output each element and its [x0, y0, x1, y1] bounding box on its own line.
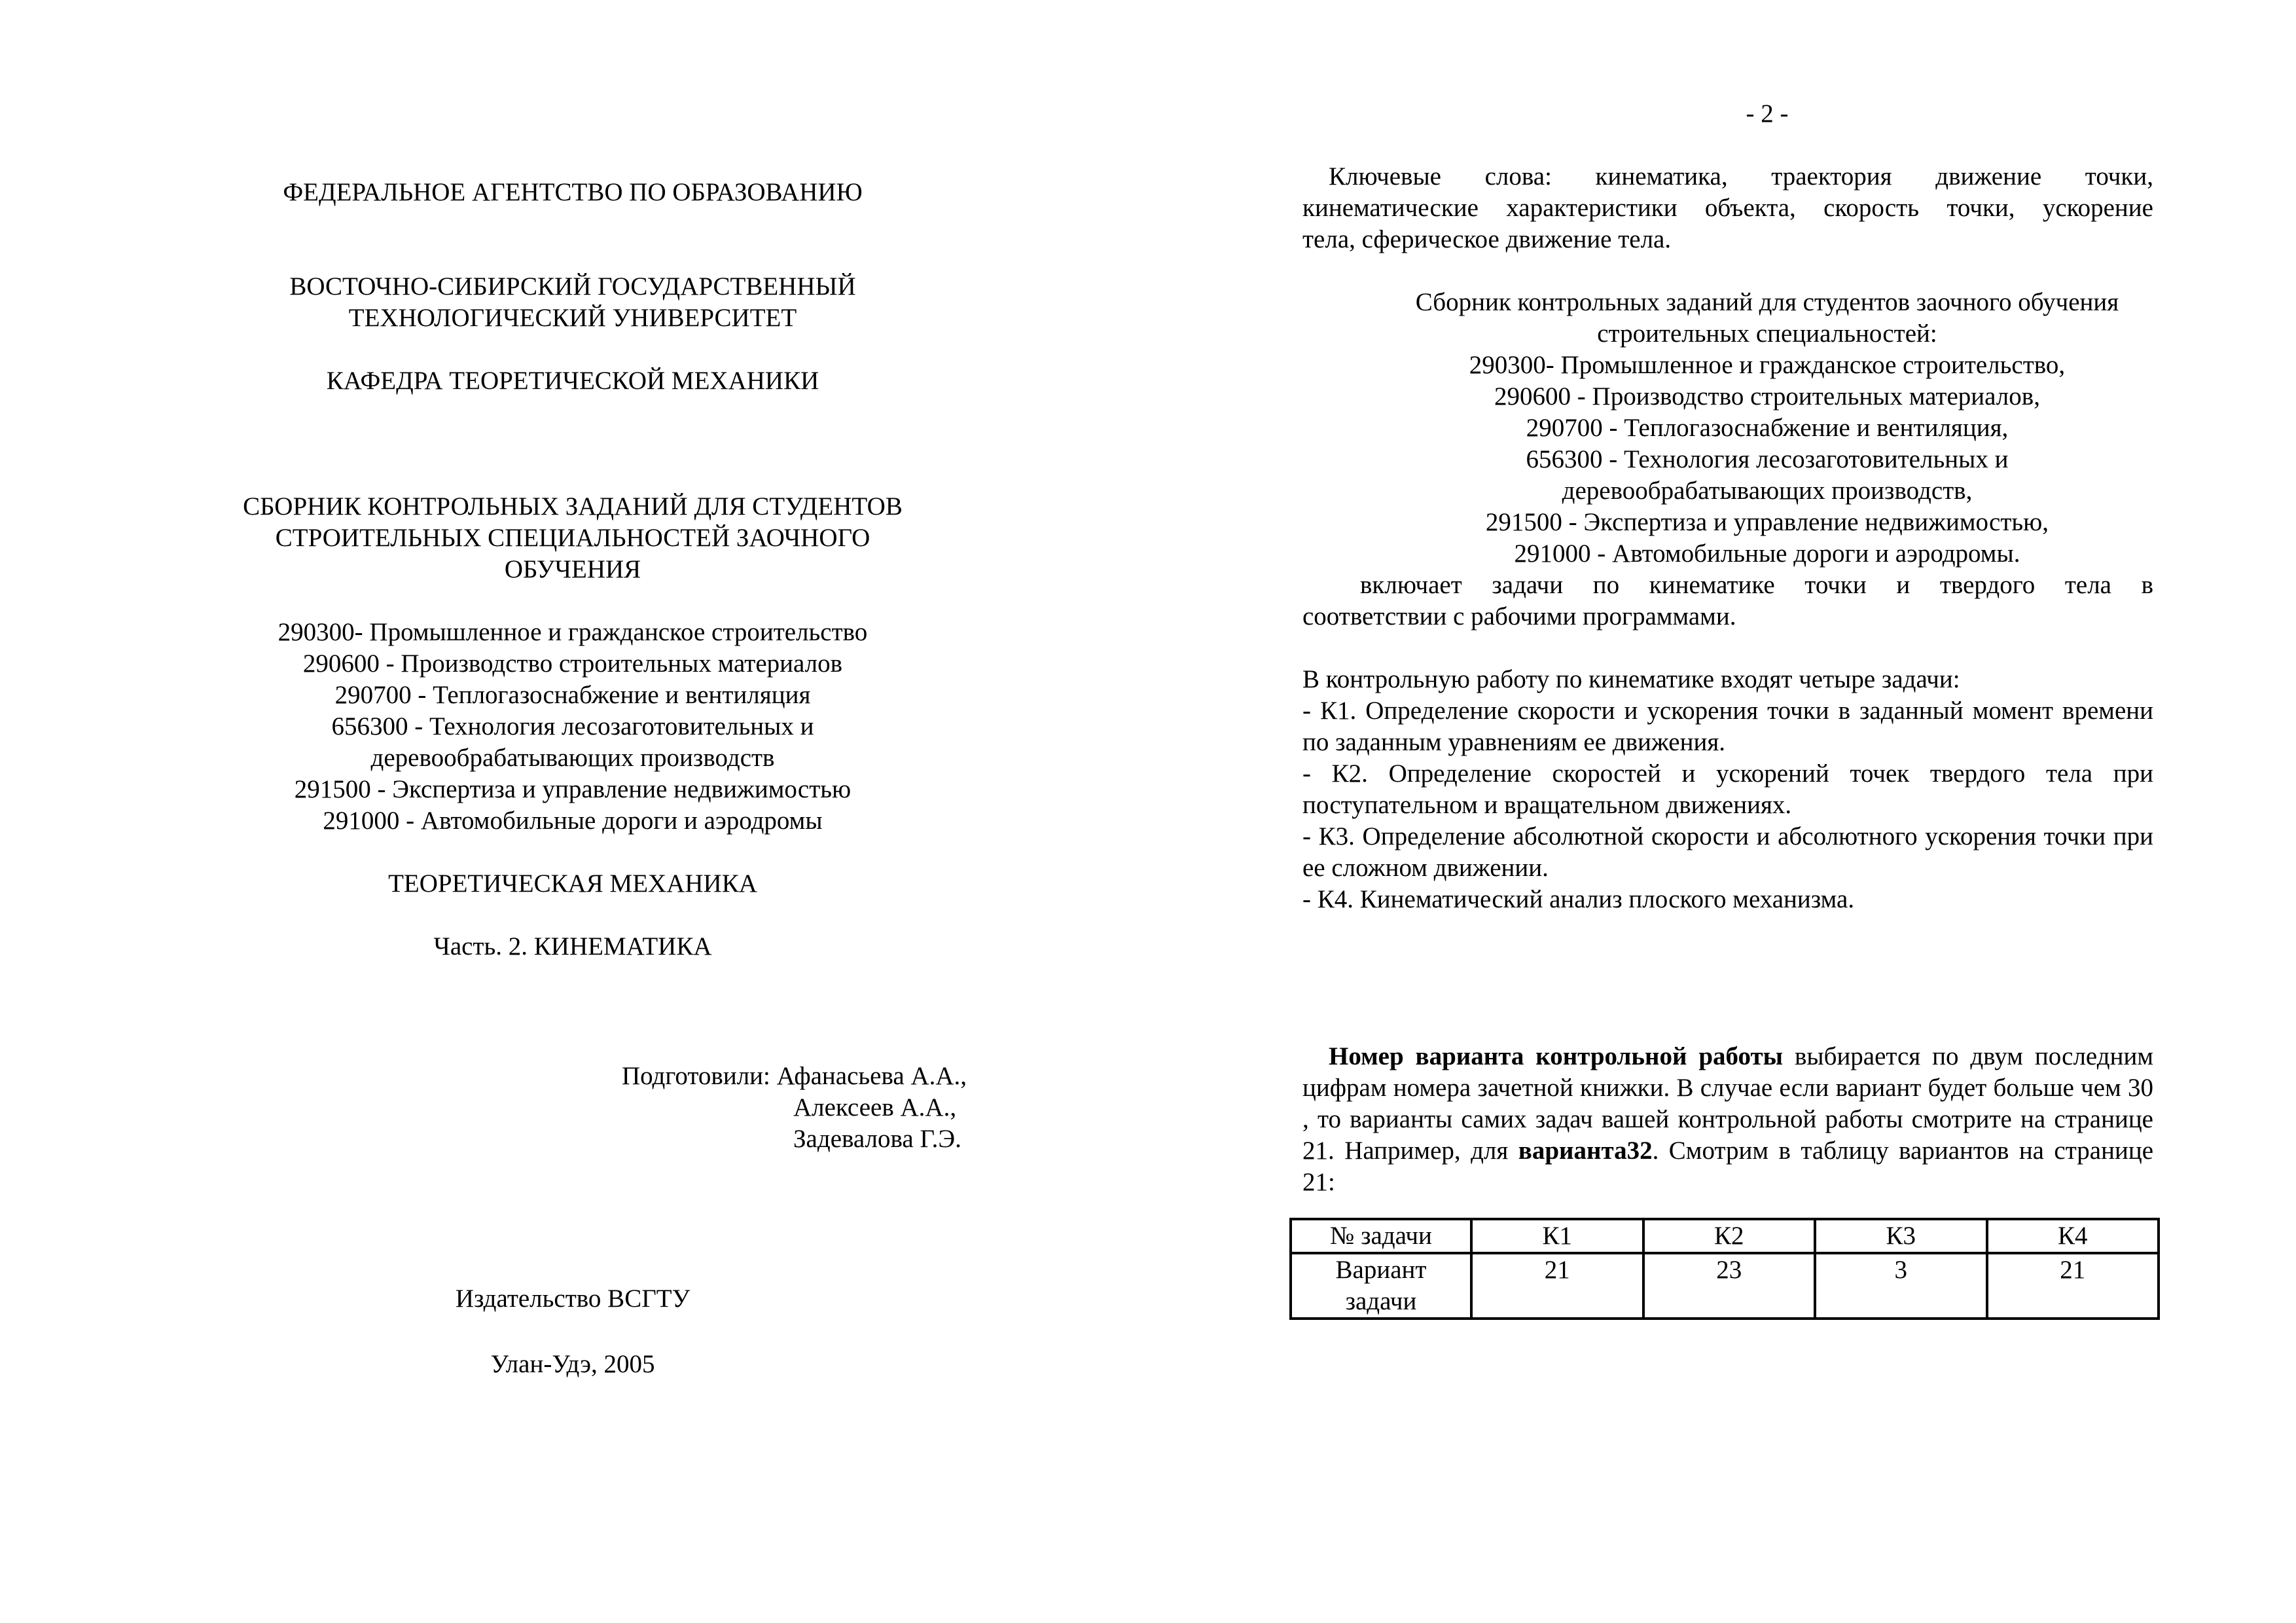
tasks-list — [1302, 695, 2153, 915]
department-name: КАФЕДРА ТЕОРЕТИЧЕСКОЙ МЕХАНИКИ — [326, 367, 819, 395]
table-cell: 23 — [1643, 1253, 1816, 1319]
city-year: Улан-Удэ, 2005 — [490, 1350, 655, 1378]
authors-label: Подготовили: — [622, 1062, 770, 1090]
author-name: Афанасьева А.А., — [776, 1062, 967, 1090]
keywords-paragraph — [1302, 161, 2153, 255]
task-item: - К3. Определение абсолютной скорости и абсолютного ускорения точки при ее сложном движении. — [1302, 822, 2153, 882]
task-item: - К1. Определение скорости и ускорения точки в заданный момент времени по заданным уравнениям ее движения. — [1302, 697, 2153, 756]
publisher: Издательство ВСГТУ — [455, 1285, 691, 1313]
intro-line: 290300- Промышленное и гражданское строительство, — [1469, 351, 2066, 379]
page-number: - 2 - — [1746, 100, 1789, 128]
specialty-item: 291500 - Экспертиза и управление недвижимостью — [294, 775, 852, 803]
row-label-line: Вариант — [1335, 1256, 1427, 1284]
includes-line: соответствии с рабочими программами. — [1302, 602, 1736, 630]
table-cell: 3 — [1815, 1253, 1987, 1319]
collection-intro — [1381, 287, 2153, 570]
left-page — [164, 177, 982, 962]
table-header-cell: К4 — [1987, 1219, 2159, 1253]
table-cell: 21 — [1987, 1253, 2159, 1319]
authors-block — [622, 1061, 1080, 1155]
table-header-cell: К2 — [1643, 1219, 1816, 1253]
table-cell: 21 — [1471, 1253, 1643, 1319]
specialty-item: 290700 - Теплогазоснабжение и вентиляция — [334, 681, 811, 709]
specialty-item: 291000 - Автомобильные дороги и аэродромы — [323, 807, 823, 835]
right-page — [1302, 98, 2153, 1320]
variant-bold-label: Номер варианта контрольной работы — [1329, 1042, 1784, 1070]
tasks-intro: В контрольную работу по кинематике входят четыре задачи: — [1302, 665, 1960, 693]
task-item: - К4. Кинематический анализ плоского механизма. — [1302, 885, 1855, 913]
row-label-line: задачи — [1345, 1287, 1417, 1315]
variant-text: . Смотрим в таблицу вариантов на странице 21: — [1302, 1137, 2153, 1196]
intro-line: деревообрабатывающих производств, — [1562, 477, 1973, 505]
table-header-cell: К1 — [1471, 1219, 1643, 1253]
variants-table — [1289, 1218, 2160, 1320]
collection-title-line2: СТРОИТЕЛЬНЫХ СПЕЦИАЛЬНОСТЕЙ ЗАОЧНОГО — [275, 524, 870, 552]
variant-example: варианта32 — [1518, 1137, 1653, 1165]
table-row-label — [1291, 1253, 1471, 1319]
author-name: Алексеев А.А., — [793, 1093, 957, 1122]
part-title: Часть. 2. КИНЕМАТИКА — [433, 932, 712, 960]
intro-line: 290700 - Теплогазоснабжение и вентиляция, — [1526, 414, 2009, 442]
collection-title-line3: ОБУЧЕНИЯ — [504, 555, 641, 583]
intro-line: 291500 - Экспертиза и управление недвижимостью, — [1485, 508, 2049, 536]
keywords-line: Ключевые слова: кинематика, траектория движение точки, — [1329, 162, 2153, 191]
intro-line: Сборник контрольных заданий для студентов заочного обучения — [1415, 288, 2119, 316]
collection-title-line1: СБОРНИК КОНТРОЛЬНЫХ ЗАДАНИЙ ДЛЯ СТУДЕНТОВ — [243, 492, 903, 520]
includes-line: включает задачи по кинематике точки и твердого тела в — [1360, 571, 2153, 599]
university-name-line2: ТЕХНОЛОГИЧЕСКИЙ УНИВЕРСИТЕТ — [348, 304, 797, 332]
table-header-cell: № задачи — [1291, 1219, 1471, 1253]
keywords-line: тела, сферическое движение тела. — [1302, 225, 1672, 253]
keywords-line: кинематические характеристики объекта, скорость точки, ускорение — [1302, 194, 2153, 222]
specialty-item: 656300 - Технология лесозаготовительных и — [331, 712, 814, 740]
specialties-list — [164, 617, 982, 837]
variant-paragraph — [1302, 1041, 2153, 1198]
variant-text: выбирается по двум последним цифрам номера зачетной книжки. В случае если вариант будет больше чем 30 , то варианты самих задач вашей контрольной работы смотрите на странице 21. Например, для — [1302, 1042, 2153, 1165]
intro-line: 291000 - Автомобильные дороги и аэродромы. — [1514, 539, 2020, 568]
specialty-item: деревообрабатывающих производств — [370, 744, 775, 772]
specialty-item: 290300- Промышленное и гражданское строительство — [278, 618, 868, 646]
specialty-item: 290600 - Производство строительных материалов — [302, 649, 843, 678]
intro-line: 290600 - Производство строительных материалов, — [1494, 382, 2040, 410]
table-row — [1291, 1253, 2159, 1319]
task-item: - К2. Определение скоростей и ускорений точек твердого тела при поступательном и вращательном движениях. — [1302, 759, 2153, 819]
intro-line: 656300 - Технология лесозаготовительных и — [1526, 445, 2009, 473]
intro-line: строительных специальностей: — [1597, 319, 1937, 348]
table-row — [1291, 1219, 2159, 1253]
agency-name: ФЕДЕРАЛЬНОЕ АГЕНТСТВО ПО ОБРАЗОВАНИЮ — [283, 178, 863, 206]
table-header-cell: К3 — [1815, 1219, 1987, 1253]
university-name-line1: ВОСТОЧНО-СИБИРСКИЙ ГОСУДАРСТВЕННЫЙ — [289, 272, 856, 301]
subject-title: ТЕОРЕТИЧЕСКАЯ МЕХАНИКА — [388, 869, 757, 898]
author-name: Задевалова Г.Э. — [793, 1125, 961, 1153]
